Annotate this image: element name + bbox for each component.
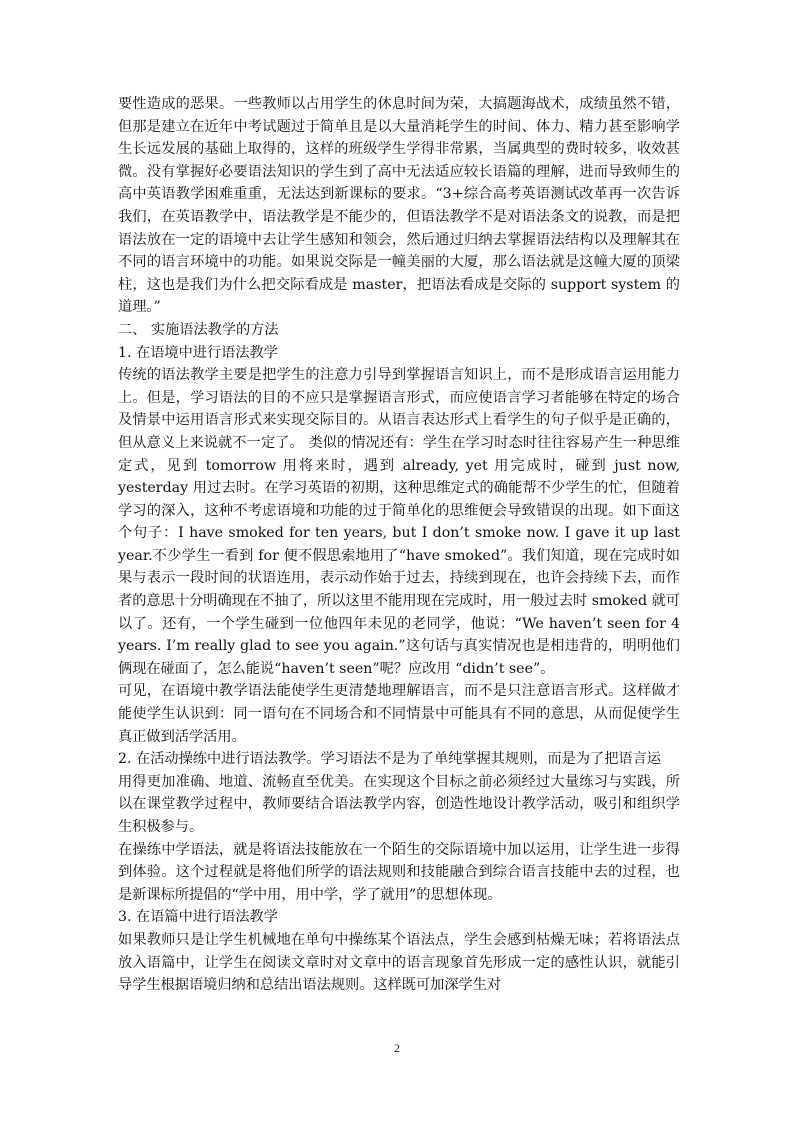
- paragraph-drill-grammar: 在操练中学语法，就是将语法技能放在一个陌生的交际语境中加以运用，让学生进一步得到体验。这个过程就是将他们所学的语法规则和技能融合到综合语言技能中去的过程，也是新课标所提倡的“学中用，用中学，学了就用”的思想体现。: [118, 841, 680, 903]
- subsection-heading-3: 3. 在语篇中进行语法教学: [118, 909, 278, 926]
- subsection-heading-2: 2. 在活动操练中进行语法教学。学习语法不是为了单纯掌握其规则，而是为了把语言运: [118, 751, 661, 768]
- section-heading: 二、 实施语法教学的方法: [118, 321, 279, 338]
- body-text: [118, 93, 680, 997]
- subsection-heading-1: 1. 在语境中进行语法教学: [118, 344, 278, 361]
- paragraph-context-grammar: 传统的语法教学主要是把学生的注意力引导到掌握语言知识上，而不是形成语言运用能力上。但是，学习语法的目的不应只是掌握语言形式，而应使语言学习者能够在特定的场合及情景中运用语言形式来实现交际目的。从语言表达形式上看学生的句子似乎是正确的，但从意义上来说就不一定了。 类似的情况还有：学生在学习时态时往往容易产生一种思维定式，见到 tomorrow 用将来时，遇到 already, yet 用完成时，碰到 just now, yesterday 用过去时。在学习英语的初期，这种思维定式的确能帮不少学生的忙，但随着学习的深入，这种不考虑语境和功能的过于简单化的思维便会导致错误的出现。如下面这个句子：I have smoked for ten years, but I don’t smoke now. I gave it up last year.不少学生一看到 for 便不假思索地用了“have smoked”。我们知道，现在完成时如果与表示一段时间的状语连用，表示动作始于过去，持续到现在，也许会持续下去，而作者的意思十分明确现在不抽了，所以这里不能用现在完成时，用一般过去时 smoked 就可以了。还有，一个学生碰到一位他四年未见的老同学，他说：“We haven’t seen for 4 years. I’m really glad to see you again.”这句话与真实情况也是相违背的，明明他们俩现在碰面了，怎么能说“haven’t seen”呢？应改用 “didn’t see”。: [118, 367, 680, 677]
- paragraph-conclusion-context: 可见，在语境中教学语法能使学生更清楚地理解语言，而不是只注意语言形式。这样做才能使学生认识到：同一语句在不同场合和不同情景中可能具有不同的意思，从而促使学生真正做到活学活用。: [118, 683, 680, 745]
- page-number: 2: [394, 1041, 400, 1055]
- paragraph-activity-practice: 用得更加准确、地道、流畅直至优美。在实现这个目标之前必须经过大量练习与实践，所以在课堂教学过程中，教师要结合语法教学内容，创造性地设计教学活动，吸引和组织学生积极参与。: [118, 773, 680, 835]
- paragraph-discourse-grammar: 如果教师只是让学生机械地在单句中操练某个语法点，学生会感到枯燥无味；若将语法点放入语篇中，让学生在阅读文章时对文章中的语言现象首先形成一定的感性认识，就能引导学生根据语境归纳和总结出语法规则。这样既可加深学生对: [118, 931, 680, 994]
- paragraph-intro: 要性造成的恶果。一些教师以占用学生的休息时间为荣，大搞题海战术，成绩虽然不错，但那是建立在近年中考试题过于简单且是以大量消耗学生的时间、体力、精力甚至影响学生长远发展的基础上取得的，这样的班级学生学得非常累，当属典型的费时较多，收效甚微。没有掌握好必要语法知识的学生到了高中无法适应较长语篇的理解，进而导致师生的高中英语教学困难重重，无法达到新课标的要求。“3+综合高考英语测试改革再一次告诉我们，在英语教学中，语法教学是不能少的，但语法教学不是对语法条文的说教，而是把语法放在一定的语境中去让学生感知和领会，然后通过归纳去掌握语法结构以及理解其在不同的语言环境中的功能。如果说交际是一幢美丽的大厦，那么语法就是这幢大厦的顶梁柱，这也是我们为什么把交际看成是 master，把语法看成是交际的 support system 的道理。”: [118, 96, 680, 316]
